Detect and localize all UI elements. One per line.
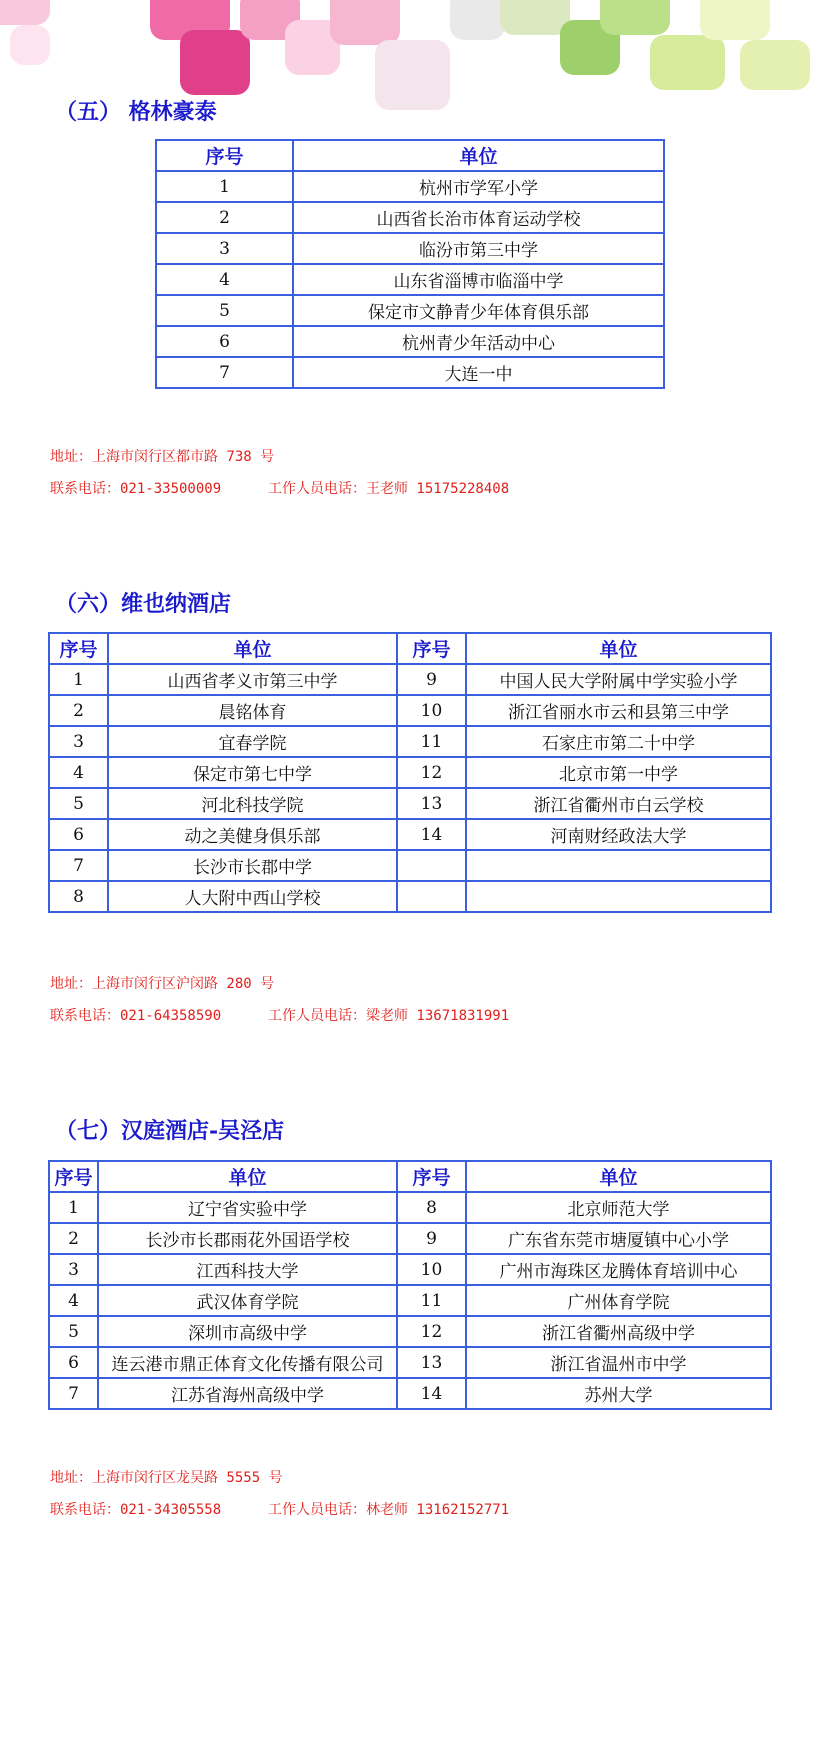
cell-index: 5: [49, 788, 108, 819]
cell-unit: 山东省淄博市临淄中学: [293, 264, 664, 295]
table-row: [49, 788, 771, 819]
header-index: 序号: [397, 1161, 466, 1192]
cell-unit: 山西省长治市体育运动学校: [293, 202, 664, 233]
header-index: 序号: [49, 1161, 98, 1192]
table-row: [156, 264, 664, 295]
cell-index: 4: [49, 1285, 98, 1316]
cell-unit: 石家庄市第二十中学: [466, 726, 771, 757]
cell-unit: 江西科技大学: [98, 1254, 397, 1285]
contact-line: [50, 1005, 509, 1025]
cell-unit: 长沙市长郡雨花外国语学校: [98, 1223, 397, 1254]
table-row: [49, 1316, 771, 1347]
cell-unit: 浙江省衢州市白云学校: [466, 788, 771, 819]
table-row: [49, 1192, 771, 1223]
cell-index: 3: [49, 726, 108, 757]
cell-index: 13: [397, 788, 466, 819]
phone-text: 联系电话：021-33500009: [50, 481, 222, 497]
cell-unit: 长沙市长郡中学: [108, 850, 397, 881]
table-row: [156, 357, 664, 388]
cell-index: 10: [397, 1254, 466, 1285]
cell-unit: 北京市第一中学: [466, 757, 771, 788]
cell-index: 5: [49, 1316, 98, 1347]
table-row: [49, 1285, 771, 1316]
section-title: （七）汉庭酒店-吴泾店: [55, 1118, 285, 1144]
cell-index: 4: [49, 757, 108, 788]
cell-unit: [466, 881, 771, 912]
cell-unit: 晨铭体育: [108, 695, 397, 726]
cell-index: 3: [49, 1254, 98, 1285]
cell-index: 8: [49, 881, 108, 912]
cell-unit: 保定市第七中学: [108, 757, 397, 788]
cell-index: 5: [156, 295, 293, 326]
cell-index: 1: [49, 1192, 98, 1223]
cell-unit: 保定市文静青少年体育俱乐部: [293, 295, 664, 326]
cell-unit: 杭州市学军小学: [293, 171, 664, 202]
table-row: [49, 1254, 771, 1285]
staff-phone-text: 工作人员电话：梁老师 13671831991: [268, 1008, 510, 1024]
table-row: [156, 202, 664, 233]
header-unit: 单位: [98, 1161, 397, 1192]
section-title: （六）维也纳酒店: [55, 591, 232, 617]
address-text: 地址：上海市闵行区龙吴路 5555 号: [50, 1470, 283, 1486]
table-row: [156, 326, 664, 357]
table-row: [49, 819, 771, 850]
cell-index: 6: [49, 1347, 98, 1378]
header-index: 序号: [156, 140, 293, 171]
contact-line: [50, 478, 509, 498]
cell-unit: 临汾市第三中学: [293, 233, 664, 264]
hotel-table: [48, 632, 772, 913]
cell-unit: 广东省东莞市塘厦镇中心小学: [466, 1223, 771, 1254]
table-row: [49, 1223, 771, 1254]
address-text: 地址：上海市闵行区沪闵路 280 号: [50, 976, 275, 992]
cell-index: 6: [49, 819, 108, 850]
header-unit: 单位: [466, 1161, 771, 1192]
cell-unit: 浙江省温州市中学: [466, 1347, 771, 1378]
table-header-row: [49, 1161, 771, 1192]
cell-unit: 广州市海珠区龙腾体育培训中心: [466, 1254, 771, 1285]
cell-index: 9: [397, 664, 466, 695]
cell-unit: 辽宁省实验中学: [98, 1192, 397, 1223]
hotel-table: [48, 1160, 772, 1410]
table-row: [156, 233, 664, 264]
cell-unit: 河南财经政法大学: [466, 819, 771, 850]
table-row: [156, 295, 664, 326]
table-row: [49, 1347, 771, 1378]
phone-text: 联系电话：021-34305558: [50, 1502, 222, 1518]
table-row: [49, 881, 771, 912]
cell-unit: 宜春学院: [108, 726, 397, 757]
header-index: 序号: [49, 633, 108, 664]
cell-index: 14: [397, 1378, 466, 1409]
cell-unit: 浙江省丽水市云和县第三中学: [466, 695, 771, 726]
table-row: [49, 1378, 771, 1409]
cell-unit: 连云港市鼎正体育文化传播有限公司: [98, 1347, 397, 1378]
cell-index: 2: [49, 695, 108, 726]
cell-unit: 人大附中西山学校: [108, 881, 397, 912]
cell-index: 7: [49, 850, 108, 881]
table-header-row: [49, 633, 771, 664]
cell-index: 3: [156, 233, 293, 264]
staff-phone-text: 工作人员电话：林老师 13162152771: [268, 1502, 510, 1518]
address-text: 地址：上海市闵行区都市路 738 号: [50, 449, 275, 465]
cell-unit: 江苏省海州高级中学: [98, 1378, 397, 1409]
table-row: [49, 757, 771, 788]
cell-index: 12: [397, 1316, 466, 1347]
cell-index: 13: [397, 1347, 466, 1378]
cell-index: 11: [397, 1285, 466, 1316]
cell-unit: 杭州青少年活动中心: [293, 326, 664, 357]
cell-unit: 山西省孝义市第三中学: [108, 664, 397, 695]
section-title: （五） 格林豪泰: [55, 99, 217, 125]
phone-text: 联系电话：021-64358590: [50, 1008, 222, 1024]
cell-index: 6: [156, 326, 293, 357]
cell-index: 1: [156, 171, 293, 202]
hotel-table: [155, 139, 665, 389]
cell-index: 4: [156, 264, 293, 295]
cell-index: 2: [156, 202, 293, 233]
cell-index: 14: [397, 819, 466, 850]
header-unit: 单位: [466, 633, 771, 664]
cell-unit: [466, 850, 771, 881]
cell-unit: 苏州大学: [466, 1378, 771, 1409]
table-row: [49, 695, 771, 726]
cell-unit: 动之美健身俱乐部: [108, 819, 397, 850]
table-row: [49, 664, 771, 695]
header-unit: 单位: [293, 140, 664, 171]
cell-unit: 北京师范大学: [466, 1192, 771, 1223]
cell-unit: 中国人民大学附属中学实验小学: [466, 664, 771, 695]
cell-unit: 河北科技学院: [108, 788, 397, 819]
table-header-row: [156, 140, 664, 171]
table-row: [49, 850, 771, 881]
cell-index: 11: [397, 726, 466, 757]
table-row: [49, 726, 771, 757]
cell-index: 9: [397, 1223, 466, 1254]
header-index: 序号: [397, 633, 466, 664]
cell-index: 7: [156, 357, 293, 388]
table-row: [156, 171, 664, 202]
cell-index: [397, 881, 466, 912]
cell-unit: 武汉体育学院: [98, 1285, 397, 1316]
contact-line: [50, 1499, 509, 1519]
cell-index: [397, 850, 466, 881]
cell-unit: 深圳市高级中学: [98, 1316, 397, 1347]
cell-index: 7: [49, 1378, 98, 1409]
cell-index: 2: [49, 1223, 98, 1254]
staff-phone-text: 工作人员电话：王老师 15175228408: [268, 481, 510, 497]
cell-unit: 广州体育学院: [466, 1285, 771, 1316]
header-unit: 单位: [108, 633, 397, 664]
cell-unit: 浙江省衢州高级中学: [466, 1316, 771, 1347]
cell-unit: 大连一中: [293, 357, 664, 388]
cell-index: 8: [397, 1192, 466, 1223]
cell-index: 10: [397, 695, 466, 726]
cell-index: 12: [397, 757, 466, 788]
cell-index: 1: [49, 664, 108, 695]
